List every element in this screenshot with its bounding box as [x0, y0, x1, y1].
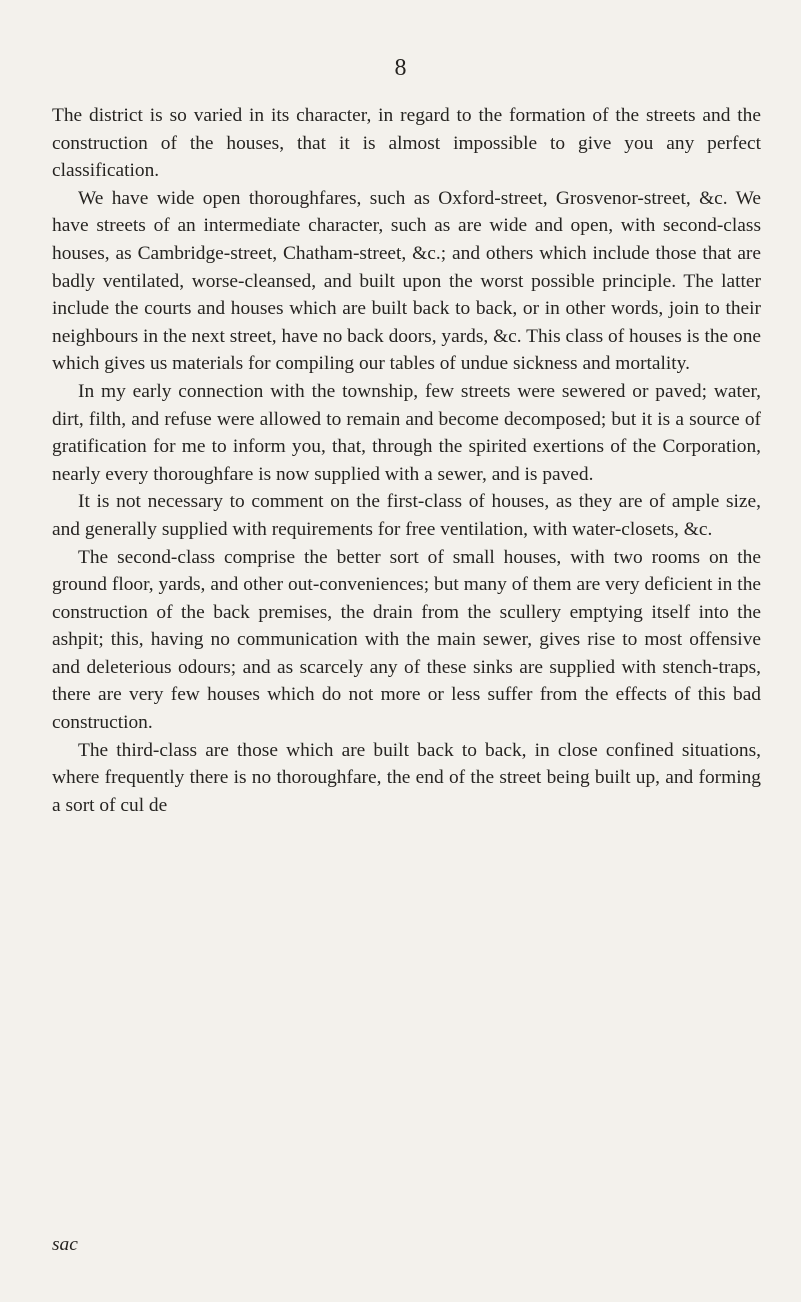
paragraph-5: The second-class comprise the better sort of small houses, with two rooms on the ground floor, yards, and other out-conveniences; but many of them are very deficient in the construction of the back premises, the drain from the scullery emptying itself into the ashpit; this, having no communication with the main sewer, gives rise to most offensive and deleterious odours; and as scarcely any of these sinks are supplied with stench-traps, there are very few houses which do not more or less suffer from the effects of this bad construction. [52, 546, 761, 734]
paragraph-4: It is not necessary to comment on the first-class of houses, as they are of ample size, and generally supplied with requirements for free ventilation, with water-closets, &c. [52, 491, 761, 540]
paragraph-2: We have wide open thoroughfares, such as Oxford-street, Grosvenor-street, &c. We have streets of an intermediate character, such as are wide and open, with second-class houses, as Cambridge-street, Chatham-street, &c.; and others which include those that are badly ventilated, worse-cleansed, and built upon the worst possible principle. The latter include the courts and houses which are built back to back, or in other words, join to their neighbours in the next street, have no back doors, yards, &c. This class of houses is the one which gives us materials for compiling our tables of undue sickness and mortality. [52, 187, 761, 375]
paragraph-1: The district is so varied in its character, in regard to the formation of the streets and the construction of the houses, that it is almost impossible to give you any perfect classification. [52, 105, 761, 182]
page-number: 8 [394, 55, 407, 81]
body-text [52, 102, 761, 819]
paragraph-3: In my early connection with the township, few streets were sewered or paved; water, dirt, filth, and refuse were allowed to remain and become decomposed; but it is a source of gratification for me to inform you, that, through the spirited exertions of the Corporation, nearly every thoroughfare is now supplied with a sewer, and is paved. [52, 380, 761, 485]
catchword: sac [52, 1234, 78, 1255]
paragraph-6: The third-class are those which are built back to back, in close confined situations, where frequently there is no thoroughfare, the end of the street being built up, and forming a sort of cul de [52, 739, 761, 816]
